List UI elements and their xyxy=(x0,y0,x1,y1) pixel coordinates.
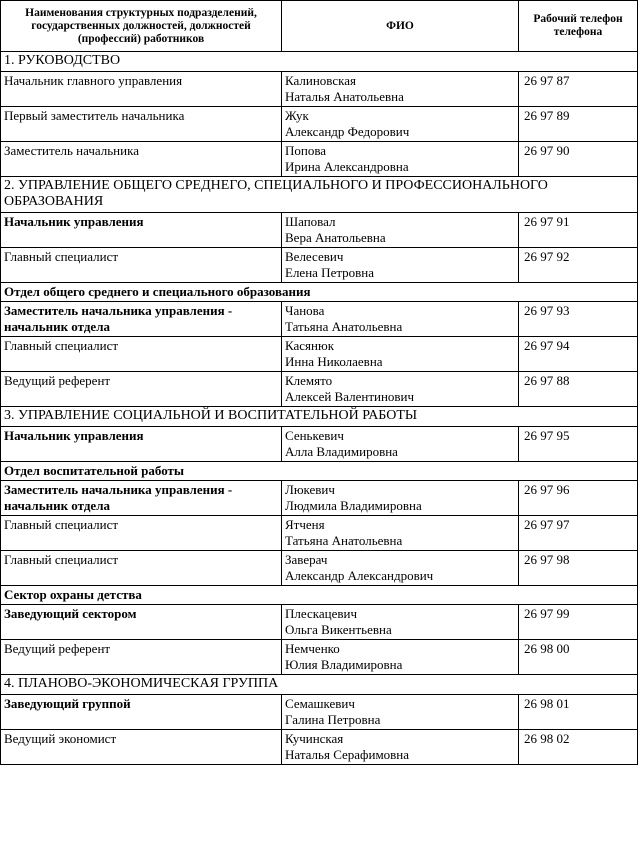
position-cell: Первый заместитель начальника xyxy=(1,107,282,142)
fio-cell xyxy=(282,730,519,765)
fio-cell xyxy=(282,695,519,730)
fio-cell xyxy=(282,372,519,407)
table-row xyxy=(1,481,638,516)
fio-cell xyxy=(282,640,519,675)
surname: Семашкевич xyxy=(285,696,355,711)
subsection-title: Отдел общего среднего и специального образования xyxy=(1,283,638,302)
table-row xyxy=(1,72,638,107)
position-cell: Заведующий сектором xyxy=(1,605,282,640)
given-names: Александр Александрович xyxy=(285,568,434,583)
position-cell: Заместитель начальника управления - начальник отдела xyxy=(1,481,282,516)
surname: Чанова xyxy=(285,303,325,318)
position-cell: Главный специалист xyxy=(1,337,282,372)
fio-cell xyxy=(282,516,519,551)
table-row xyxy=(1,427,638,462)
surname: Касянюк xyxy=(285,338,335,353)
position-cell: Главный специалист xyxy=(1,516,282,551)
position-cell: Начальник управления xyxy=(1,427,282,462)
fio-cell xyxy=(282,605,519,640)
position-cell: Главный специалист xyxy=(1,248,282,283)
subsection-row xyxy=(1,586,638,605)
phone-cell: 26 97 95 xyxy=(519,427,638,462)
table-row xyxy=(1,516,638,551)
section-title: 4. ПЛАНОВО-ЭКОНОМИЧЕСКАЯ ГРУППА xyxy=(1,675,638,695)
position-cell: Заместитель начальника управления - начальник отдела xyxy=(1,302,282,337)
given-names: Елена Петровна xyxy=(285,265,375,280)
surname: Калиновская xyxy=(285,73,356,88)
section-title: 2. УПРАВЛЕНИЕ ОБЩЕГО СРЕДНЕГО, СПЕЦИАЛЬНОГО И ПРОФЕССИОНАЛЬНОГО ОБРАЗОВАНИЯ xyxy=(1,177,638,213)
table-row xyxy=(1,302,638,337)
surname: Заверач xyxy=(285,552,328,567)
surname: Жук xyxy=(285,108,309,123)
subsection-title: Отдел воспитательной работы xyxy=(1,462,638,481)
fio-cell xyxy=(282,427,519,462)
given-names: Алла Владимировна xyxy=(285,444,398,459)
given-names: Александр Федорович xyxy=(285,124,410,139)
position-cell: Начальник управления xyxy=(1,213,282,248)
phone-cell: 26 97 91 xyxy=(519,213,638,248)
phone-cell: 26 97 99 xyxy=(519,605,638,640)
fio-cell xyxy=(282,302,519,337)
table-row xyxy=(1,640,638,675)
fio-cell xyxy=(282,107,519,142)
table-row xyxy=(1,551,638,586)
phone-cell: 26 98 02 xyxy=(519,730,638,765)
fio-cell xyxy=(282,142,519,177)
phone-cell: 26 97 87 xyxy=(519,72,638,107)
position-cell: Ведущий референт xyxy=(1,640,282,675)
given-names: Наталья Анатольевна xyxy=(285,89,404,104)
surname: Велесевич xyxy=(285,249,344,264)
section-title: 1. РУКОВОДСТВО xyxy=(1,52,638,72)
phone-cell: 26 97 93 xyxy=(519,302,638,337)
table-row xyxy=(1,605,638,640)
surname: Люкевич xyxy=(285,482,335,497)
given-names: Алексей Валентинович xyxy=(285,389,415,404)
table-header-row xyxy=(1,1,638,52)
fio-cell xyxy=(282,551,519,586)
section-title: 3. УПРАВЛЕНИЕ СОЦИАЛЬНОЙ И ВОСПИТАТЕЛЬНОЙ РАБОТЫ xyxy=(1,407,638,427)
surname: Попова xyxy=(285,143,327,158)
subsection-row xyxy=(1,283,638,302)
surname: Шаповал xyxy=(285,214,336,229)
phone-cell: 26 97 96 xyxy=(519,481,638,516)
phone-cell: 26 98 00 xyxy=(519,640,638,675)
table-row xyxy=(1,248,638,283)
given-names: Инна Николаевна xyxy=(285,354,383,369)
phone-cell: 26 98 01 xyxy=(519,695,638,730)
fio-cell xyxy=(282,248,519,283)
given-names: Ольга Викентьевна xyxy=(285,622,392,637)
table-row xyxy=(1,142,638,177)
given-names: Татьяна Анатольевна xyxy=(285,533,403,548)
table-row xyxy=(1,730,638,765)
table-row xyxy=(1,337,638,372)
surname: Клемято xyxy=(285,373,333,388)
phone-cell: 26 97 90 xyxy=(519,142,638,177)
table-body xyxy=(1,52,638,765)
surname: Немченко xyxy=(285,641,340,656)
section-row xyxy=(1,52,638,72)
phone-cell: 26 97 89 xyxy=(519,107,638,142)
header-phone: Рабочий телефон телефона xyxy=(519,1,638,52)
surname: Плескацевич xyxy=(285,606,357,621)
given-names: Людмила Владимировна xyxy=(285,498,422,513)
fio-cell xyxy=(282,72,519,107)
fio-cell xyxy=(282,213,519,248)
position-cell: Заведующий группой xyxy=(1,695,282,730)
table-row xyxy=(1,107,638,142)
fio-cell xyxy=(282,481,519,516)
table-row xyxy=(1,695,638,730)
section-row xyxy=(1,177,638,213)
section-row xyxy=(1,407,638,427)
given-names: Татьяна Анатольевна xyxy=(285,319,403,334)
phone-cell: 26 97 94 xyxy=(519,337,638,372)
table-row xyxy=(1,213,638,248)
surname: Ятченя xyxy=(285,517,325,532)
phone-cell: 26 97 88 xyxy=(519,372,638,407)
position-cell: Ведущий экономист xyxy=(1,730,282,765)
phone-cell: 26 97 92 xyxy=(519,248,638,283)
section-row xyxy=(1,675,638,695)
position-cell: Главный специалист xyxy=(1,551,282,586)
phone-cell: 26 97 98 xyxy=(519,551,638,586)
position-cell: Заместитель начальника xyxy=(1,142,282,177)
surname: Сенькевич xyxy=(285,428,344,443)
subsection-title: Сектор охраны детства xyxy=(1,586,638,605)
given-names: Вера Анатольевна xyxy=(285,230,386,245)
position-cell: Ведущий референт xyxy=(1,372,282,407)
header-position: Наименования структурных подразделений, государственных должностей, должностей (профессий) работников xyxy=(1,1,282,52)
fio-cell xyxy=(282,337,519,372)
position-cell: Начальник главного управления xyxy=(1,72,282,107)
header-fio: ФИО xyxy=(282,1,519,52)
surname: Кучинская xyxy=(285,731,344,746)
given-names: Наталья Серафимовна xyxy=(285,747,410,762)
given-names: Ирина Александровна xyxy=(285,159,409,174)
phone-cell: 26 97 97 xyxy=(519,516,638,551)
subsection-row xyxy=(1,462,638,481)
table-row xyxy=(1,372,638,407)
given-names: Галина Петровна xyxy=(285,712,381,727)
given-names: Юлия Владимировна xyxy=(285,657,403,672)
